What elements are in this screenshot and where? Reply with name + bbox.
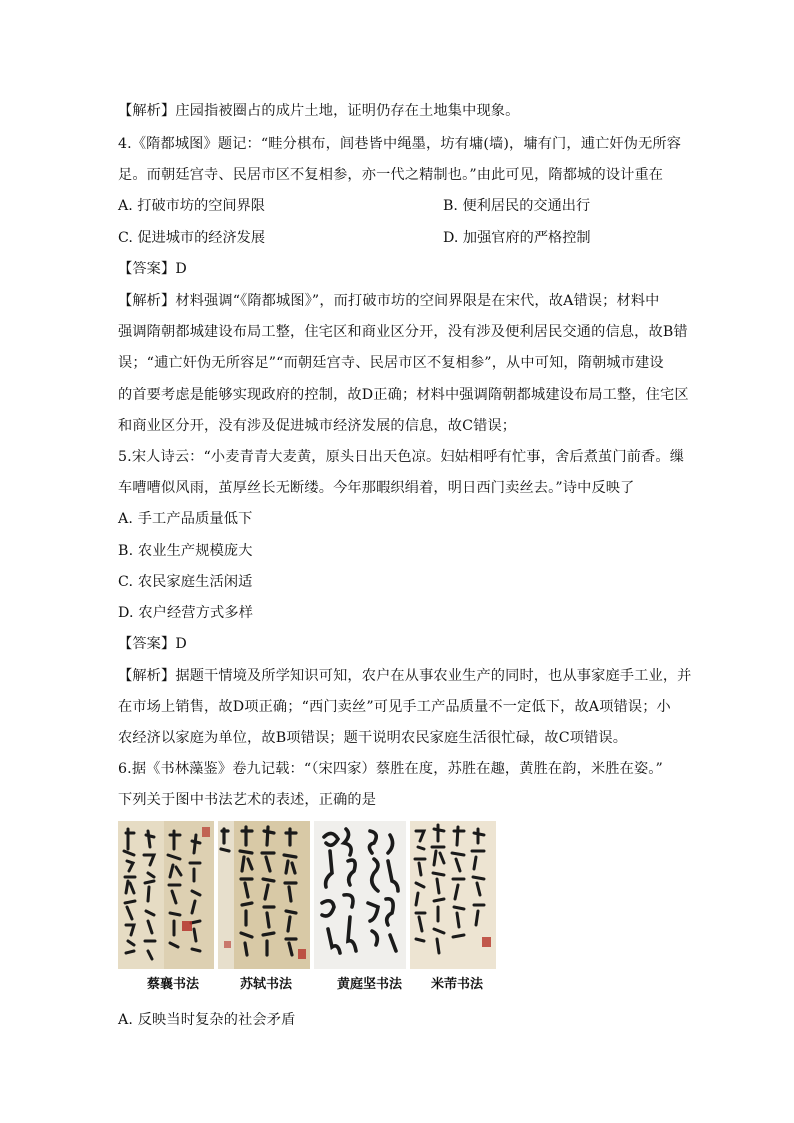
sushi-calligraphy-image: [218, 821, 310, 969]
q4-analysis-line-4: 的首要考虑是能够实现政府的控制，故D正确；材料中强调隋朝都城建设布局工整，住宅区: [118, 387, 689, 403]
calligraphy-image: [118, 821, 496, 969]
question-6-line-1: 6.据《书林藻鉴》卷九记载：“（宋四家）蔡胜在度，苏胜在趣，黄胜在韵，米胜在姿。”: [118, 761, 663, 777]
q5-option-a: A. 手工产品质量低下: [118, 511, 253, 527]
caption-mifu: 米芾书法: [431, 977, 484, 992]
caption-sushi: 苏轼书法: [240, 977, 293, 992]
question-4-line-1: 4.《隋都城图》题记：“畦分棋布，闾巷皆中绳墨，坊有墉(墙)，墉有门，逋亡奸伪无所容: [118, 136, 682, 152]
caption-huangtingjian: 黄庭坚书法: [337, 977, 403, 992]
huangtingjian-calligraphy-image: [314, 821, 406, 969]
q4-analysis-line-3: 误；“逋亡奸伪无所容足”“而朝廷宫寺、民居市区不复相参”，从中可知，隋朝城市建设: [118, 355, 664, 371]
question-6-line-2: 下列关于图中书法艺术的表述，正确的是: [118, 792, 377, 808]
q5-option-d: D. 农户经营方式多样: [118, 605, 254, 621]
q4-option-d: D. 加强官府的严格控制: [443, 230, 591, 246]
q5-analysis-line-3: 农经济以家庭为单位，故B项错误；题干说明农民家庭生活很忙碌，故C项错误。: [118, 730, 628, 746]
q5-analysis-line-1: 【解析】据题干情境及所学知识可知，农户在从事农业生产的同时，也从事家庭手工业，并: [118, 668, 692, 684]
calligraphy-figure: [118, 821, 496, 969]
mifu-calligraphy-image: [410, 821, 496, 969]
q4-option-b: B. 便利居民的交通出行: [443, 198, 591, 214]
caption-caixiang: 蔡襄书法: [147, 977, 200, 992]
caixiang-calligraphy-image: [118, 821, 214, 969]
analysis-q3: 【解析】庄园指被圈占的成片土地，证明仍存在土地集中现象。: [118, 103, 520, 119]
question-4-line-2: 足。而朝廷宫寺、民居市区不复相参，亦一代之精制也。”由此可见，隋都城的设计重在: [118, 167, 664, 183]
q4-analysis-line-1: 【解析】材料强调“《隋都城图》”，而打破市坊的空间界限是在宋代，故A错误；材料中: [118, 293, 660, 309]
q4-analysis-line-5: 和商业区分开，没有涉及促进城市经济发展的信息，故C错误；: [118, 418, 517, 434]
q4-analysis-line-2: 强调隋朝都城建设布局工整，住宅区和商业区分开，没有涉及便利居民交通的信息，故B错: [118, 324, 688, 340]
q5-answer: 【答案】D: [118, 636, 187, 652]
q5-option-b: B. 农业生产规模庞大: [118, 543, 253, 559]
q4-answer: 【答案】D: [118, 261, 187, 277]
q5-option-c: C. 农民家庭生活闲适: [118, 574, 253, 590]
question-5-line-2: 车嘈嘈似风雨，茧厚丝长无断缕。今年那暇织绢着，明日西门卖丝去。”诗中反映了: [118, 480, 635, 496]
question-5-line-1: 5.宋人诗云：“小麦青青大麦黄，原头日出天色凉。妇姑相呼有忙事，舍后煮茧门前香。缫: [118, 449, 685, 465]
q4-option-a: A. 打破市坊的空间界限: [118, 198, 265, 214]
q6-option-a: A. 反映当时复杂的社会矛盾: [118, 1012, 296, 1028]
q4-option-c: C. 促进城市的经济发展: [118, 230, 266, 246]
q5-analysis-line-2: 在市场上销售，故D项正确；“西门卖丝”可见手工产品质量不一定低下，故A项错误；小: [118, 699, 671, 715]
